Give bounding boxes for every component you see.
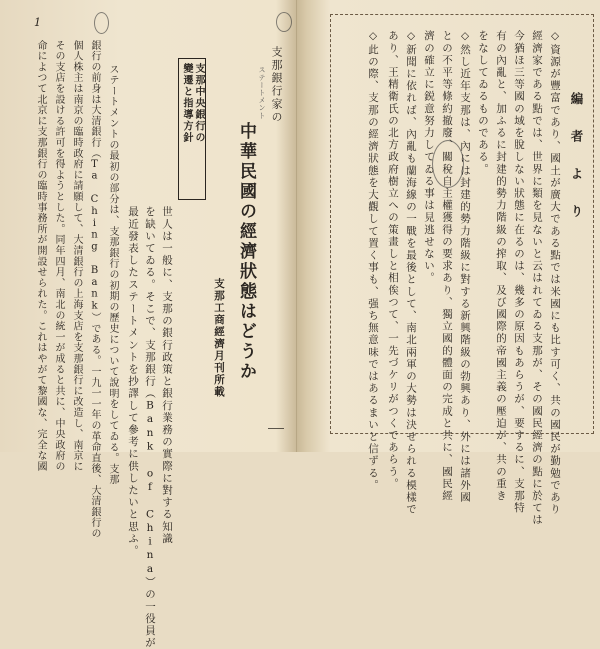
body-line-5: 銀行の前身は大清銀行（Ta Ching Bank）である。一九一一年の革命直後、大清銀行の [89, 40, 100, 539]
pencil-circle-mark [94, 12, 109, 34]
body-line-1: 世人は一般に、支那の銀行政策と銀行業務の實際に對する知識 [161, 206, 173, 545]
note-line-10: あり、王精衛氏の北方政府樹立への策畫しと相俟つて、一先づケリがつくであらう。 [387, 30, 399, 490]
section-heading-box [178, 58, 206, 200]
pencil-circle-mark [432, 140, 464, 188]
note-line-9: ◇新聞に依れば、內亂も蘭海線の一戰を最後として、南北兩軍の大勢は決せられる模樣で [405, 30, 417, 516]
body-line-7: その支店を設ける許可を得ようとした。同年四月、南北の統一が成ると共に、中央政府の [53, 40, 64, 472]
body-line-2: を缺いてゐる。そこで、支那銀行（Bank of China）の一役員が [144, 206, 156, 649]
body-line-4: ステートメントの最初の部分は、支那銀行の初期の歷史について說明をしてゐる。支那 [107, 64, 118, 486]
note-line-7: との不平等條約撤廢、關稅自主權獲得の要求あり、獨立國的體面の完成と共に、國民經 [441, 30, 453, 502]
note-line-8: 濟の確立に鋭意努力してゐる事は見逃せない。 [423, 30, 435, 285]
book-gutter [296, 0, 297, 452]
ink-underline-mark [268, 428, 284, 429]
note-line-11: ◇此の際、支那の經濟狀態を大觀して置く事も、强ち無意味ではあるまいと信ずる。 [367, 30, 379, 492]
note-line-2: 經濟家である點では、世界に類を見ないと云はれてゐる支那が、その國民經濟の點に於ては [531, 30, 543, 527]
note-line-5: をなしてゐるものである。 [477, 30, 489, 176]
body-line-6: 個人株主は南京の臨時政府に請願して、大清銀行の上海支店を支那銀行に改造し、南京に [71, 40, 82, 472]
body-line-8: 命によつて北京に支那銀行の臨時事務所が開設せられた。これはやがて黎國な、完全な國 [35, 40, 46, 472]
editors-note-heading: 編 者 よ り [569, 92, 584, 222]
pencil-circle-mark [276, 12, 292, 32]
article-kicker: 支那銀行家の [270, 46, 283, 124]
note-line-6: ◇然し近年支那は、內には封建的勢力階級に對する新興階級の勃興あり、外には諸外國 [459, 30, 471, 504]
note-line-4: 有の內亂と、加ふるに封建的勢力階級の搾取、及び國際的帝國主義の壓迫が、共の重き [495, 30, 507, 502]
section-heading-line-1: 支那中央銀行の [193, 63, 204, 144]
page-number: 1 [34, 16, 41, 29]
note-line-3: 今猶ほ三等國の域を脫しない狀態に在るのは、幾多の原因もあらうが、要するに、支那特 [513, 30, 525, 514]
section-heading-line-2: 變遷と指導方針 [181, 63, 192, 144]
publisher-credit: 支那工商經濟月刊所載 [213, 278, 225, 398]
article-kicker-ruby: ステートメント [258, 66, 266, 120]
note-line-1: ◇資源が豐富であり、國土が廣大である點では米國にも比す可く、共の國民が勤勉であり [549, 30, 561, 516]
body-line-3: 最近發表したステートメントを抄譯して參考に供したいと思ふ。 [127, 206, 139, 557]
article-title: 中華民國の經濟狀態はどうか [236, 122, 256, 382]
